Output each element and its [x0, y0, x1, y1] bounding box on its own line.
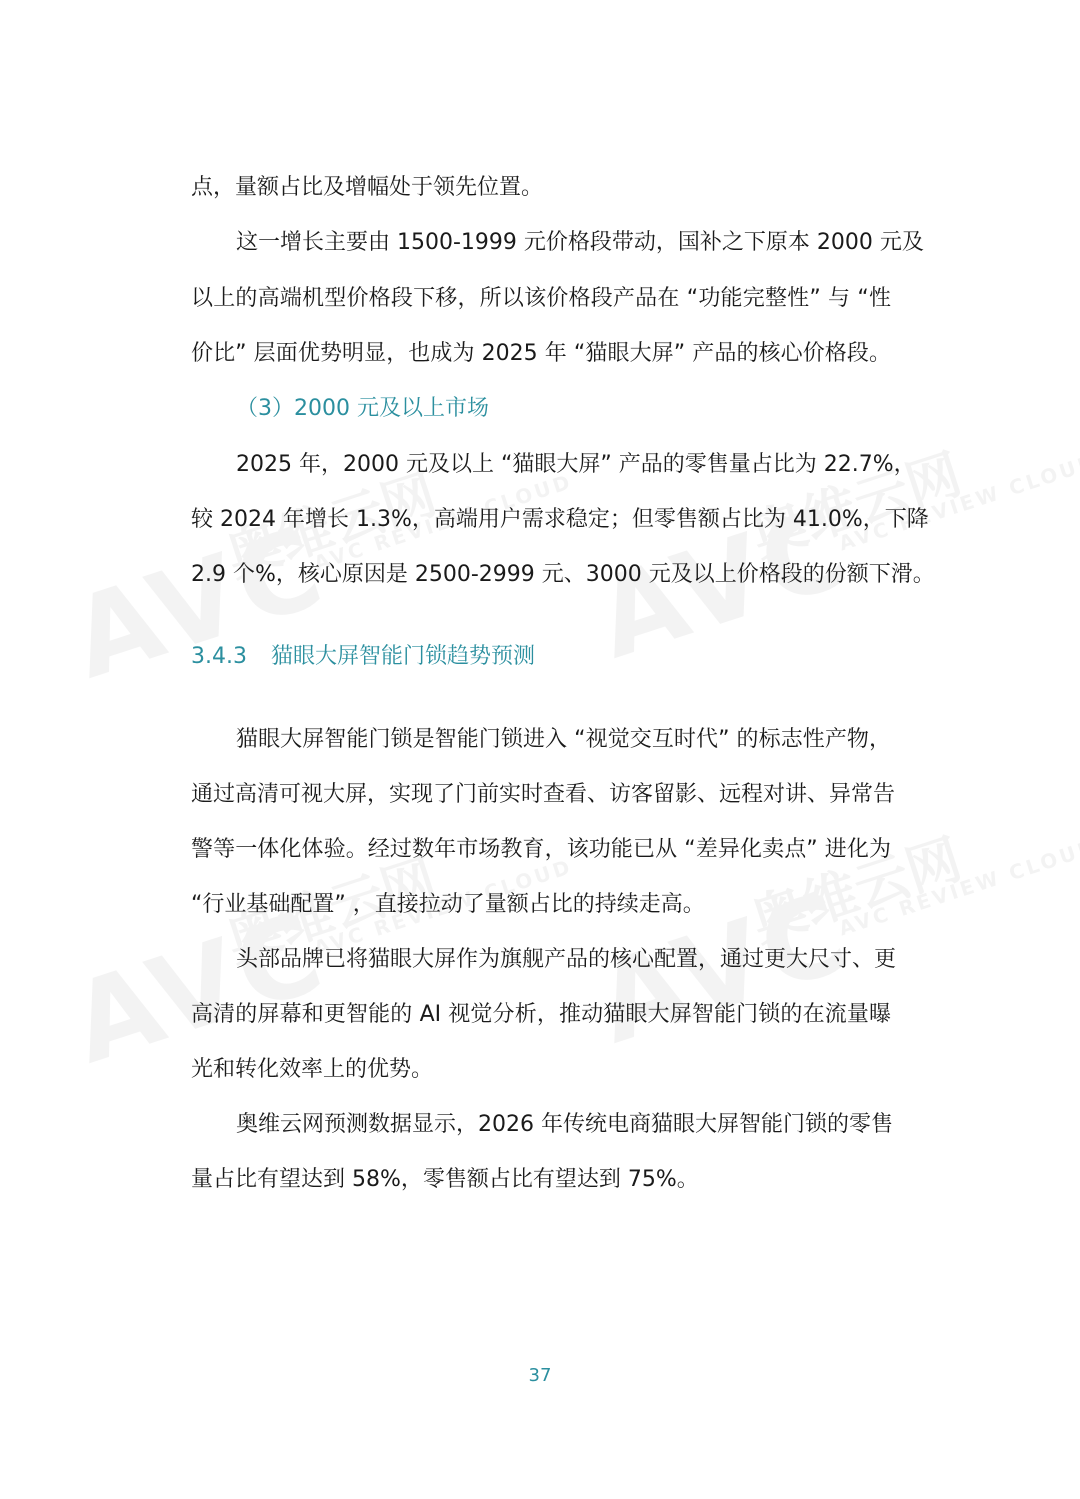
- sub-heading: （3）2000 元及以上市场: [236, 396, 489, 421]
- paragraph-line: 点，量额占比及增幅处于领先位置。: [191, 175, 544, 200]
- paragraph-line: 以上的高端机型价格段下移，所以该价格段产品在 “功能完整性” 与 “性: [191, 286, 891, 311]
- paragraph-line: 这一增长主要由 1500-1999 元价格段带动，国补之下原本 2000 元及: [236, 230, 924, 255]
- section-title: 猫眼大屏智能门锁趋势预测: [270, 644, 535, 669]
- paragraph-line: 通过高清可视大屏，实现了门前实时查看、访客留影、远程对讲、异常告: [191, 782, 896, 807]
- paragraph-line: 高清的屏幕和更智能的 AI 视觉分析，推动猫眼大屏智能门锁的在流量曝: [191, 1002, 891, 1027]
- section-heading: [191, 642, 535, 672]
- paragraph-line: 警等一体化体验。经过数年市场教育，该功能已从 “差异化卖点” 进化为: [191, 837, 891, 862]
- watermark: [60, 896, 337, 1080]
- paragraph-line: 2025 年，2000 元及以上 “猫眼大屏” 产品的零售量占比为 22.7%，: [236, 452, 916, 477]
- section-number: 3.4.3: [191, 644, 247, 669]
- paragraph-line: 价比” 层面优势明显，也成为 2025 年 “猫眼大屏” 产品的核心价格段。: [191, 341, 891, 366]
- paragraph-line: 奥维云网预测数据显示，2026 年传统电商猫眼大屏智能门锁的零售: [236, 1112, 893, 1137]
- paragraph-line: 量占比有望达到 58%，零售额占比有望达到 75%。: [191, 1167, 699, 1192]
- paragraph-line: 2.9 个%，核心原因是 2500-2999 元、3000 元及以上价格段的份额下滑。: [191, 562, 935, 587]
- paragraph-line: 头部品牌已将猫眼大屏作为旗舰产品的核心配置，通过更大尺寸、更: [236, 947, 897, 972]
- paragraph-line: “行业基础配置” ，直接拉动了量额占比的持续走高。: [191, 892, 705, 917]
- paragraph-line: 猫眼大屏智能门锁是智能门锁进入 “视觉交互时代” 的标志性产物，: [236, 727, 891, 752]
- paragraph-line: 较 2024 年增长 1.3%，高端用户需求稳定；但零售额占比为 41.0%，下降: [191, 507, 929, 532]
- watermark-logo: [60, 896, 337, 1080]
- paragraph-line: 光和转化效率上的优势。: [191, 1057, 434, 1082]
- page-number: 37: [528, 1365, 552, 1386]
